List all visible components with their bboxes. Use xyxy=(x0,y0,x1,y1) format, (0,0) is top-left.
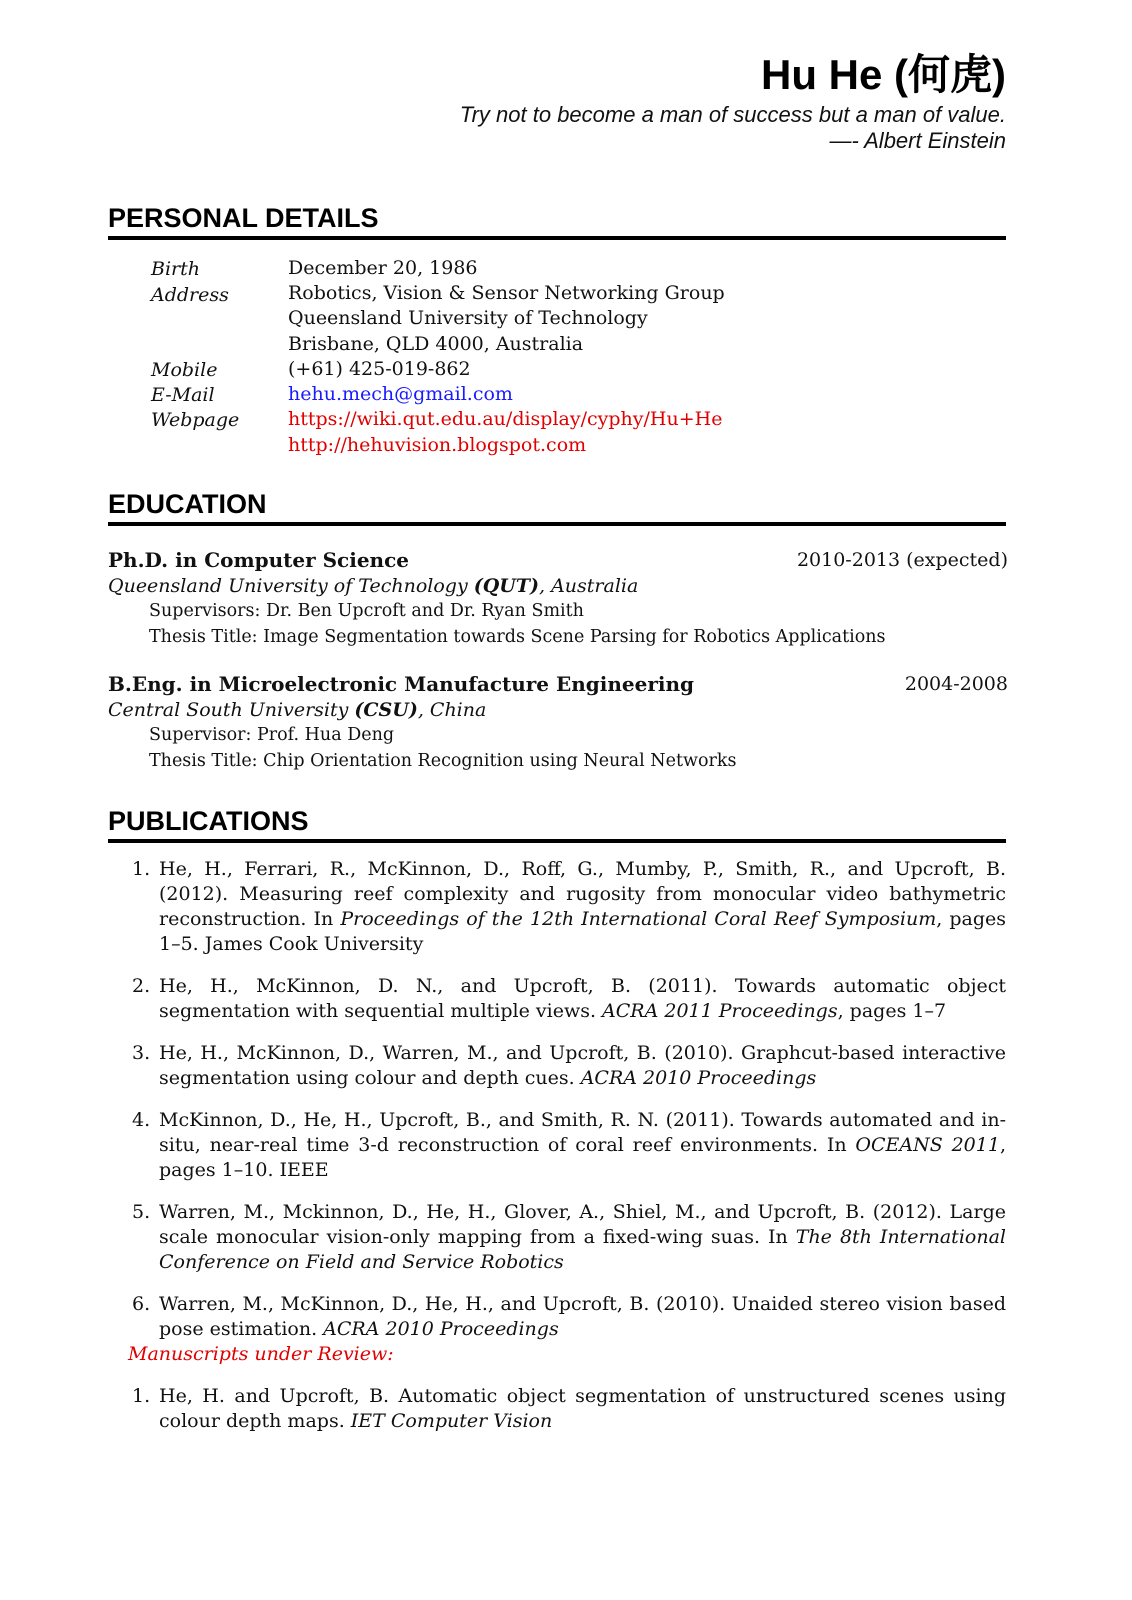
degree: Ph.D. in Computer Science xyxy=(108,548,409,572)
publications-section xyxy=(108,806,1006,843)
section-rule xyxy=(108,839,1006,843)
mobile-value: (+61) 425-019-862 xyxy=(288,358,471,380)
address-line: Queensland University of Technology xyxy=(288,307,648,329)
review-list xyxy=(108,1384,1006,1451)
quote: Try not to become a man of success but a man of value. xyxy=(459,102,1006,127)
publication-item: 1. He, H., Ferrari, R., McKinnon, D., Roff, G., Mumby, P., Smith, R., and Upcroft, B. (2012). Measuring reef complexity and rugosity from monocular video bathymetric reconstruction. In Proceedings of the 12th International Coral Reef Symposium, pages 1–5. James Cook University xyxy=(132,858,1006,955)
publication-venue: ACRA 2010 Proceedings xyxy=(580,1067,817,1089)
publication-item: 4. McKinnon, D., He, H., Upcroft, B., and Smith, R. N. (2011). Towards automated and in-situ, near-real time 3-d reconstruction of coral reef environments. In OCEANS 2011, pages 1–10. IEEE xyxy=(132,1109,1006,1181)
school: Queensland University of Technology (QUT), Australia xyxy=(108,575,639,597)
address-label: Address xyxy=(151,284,229,306)
publication-list xyxy=(108,857,1006,1359)
publication-venue: IET Computer Vision xyxy=(350,1410,553,1432)
review-heading: Manuscripts under Review: xyxy=(128,1343,394,1365)
cv-header xyxy=(460,48,1006,154)
webpage-link[interactable]: http://hehuvision.blogspot.com xyxy=(288,434,587,456)
birth-value: December 20, 1986 xyxy=(288,257,478,279)
supervisor: Supervisors: Dr. Ben Upcroft and Dr. Ryan Smith xyxy=(149,601,584,621)
education-date: 2010-2013 (expected) xyxy=(796,549,1008,571)
publication-item: 1. He, H. and Upcroft, B. Automatic object segmentation of unstructured scenes using colour depth maps. IET Computer Vision xyxy=(132,1385,1006,1432)
supervisor: Supervisor: Prof. Hua Deng xyxy=(149,725,395,745)
address-line: Robotics, Vision & Sensor Networking Group xyxy=(288,282,725,304)
publication-venue: The 8th International Conference on Field and Service Robotics xyxy=(159,1226,1006,1273)
thesis-title: Thesis Title: Image Segmentation towards Scene Parsing for Robotics Applications xyxy=(149,626,886,647)
education-date: 2004-2008 xyxy=(904,673,1008,695)
section-rule xyxy=(108,522,1006,526)
email-label: E-Mail xyxy=(151,384,215,406)
section-rule xyxy=(108,236,1006,240)
section-title-personal: PERSONAL DETAILS xyxy=(108,203,379,233)
address-line: Brisbane, QLD 4000, Australia xyxy=(288,333,584,355)
personal-details-section xyxy=(108,203,1006,240)
email-link[interactable]: hehu.mech@gmail.com xyxy=(288,383,513,405)
publication-venue: ACRA 2010 Proceedings xyxy=(323,1318,559,1340)
publication-venue: OCEANS 2011 xyxy=(855,1134,1000,1156)
degree: B.Eng. in Microelectronic Manufacture Engineering xyxy=(108,672,695,696)
publication-venue: ACRA 2011 Proceedings xyxy=(602,1000,838,1022)
section-title-education: EDUCATION xyxy=(108,489,267,519)
publication-item: 5. Warren, M., Mckinnon, D., He, H., Glover, A., Shiel, M., and Upcroft, B. (2012). Large scale monocular vision-only mapping from a fixed-wing suas. In The 8th International Conference on Field and Service Robotics xyxy=(132,1201,1006,1273)
publication-item: 6. Warren, M., McKinnon, D., He, H., and Upcroft, B. (2010). Unaided stereo vision based pose estimation. ACRA 2010 Proceedings xyxy=(132,1293,1006,1340)
education-entry xyxy=(108,547,1016,650)
thesis-title: Thesis Title: Chip Orientation Recognition using Neural Networks xyxy=(149,750,737,771)
publication-venue: Proceedings of the 12th International Coral Reef Symposium xyxy=(340,908,937,930)
publication-item: 3. He, H., McKinnon, D., Warren, M., and Upcroft, B. (2010). Graphcut-based interactive segmentation using colour and depth cues. ACRA 2010 Proceedings xyxy=(132,1042,1006,1089)
mobile-label: Mobile xyxy=(151,359,218,381)
webpage-link[interactable]: https://wiki.qut.edu.au/display/cyphy/Hu+He xyxy=(288,408,723,430)
education-entry xyxy=(108,671,1016,774)
education-section xyxy=(108,489,1006,526)
birth-label: Birth xyxy=(151,258,200,280)
school: Central South University (CSU), China xyxy=(108,699,487,721)
quote-author: —- Albert Einstein xyxy=(829,128,1006,153)
page-title: Hu He (何虎) xyxy=(761,51,1006,98)
publication-item: 2. He, H., McKinnon, D. N., and Upcroft, B. (2011). Towards automatic object segmentation with sequential multiple views. ACRA 2011 Proceedings, pages 1–7 xyxy=(132,975,1006,1022)
webpage-label: Webpage xyxy=(151,409,240,431)
section-title-publications: PUBLICATIONS xyxy=(108,806,309,836)
